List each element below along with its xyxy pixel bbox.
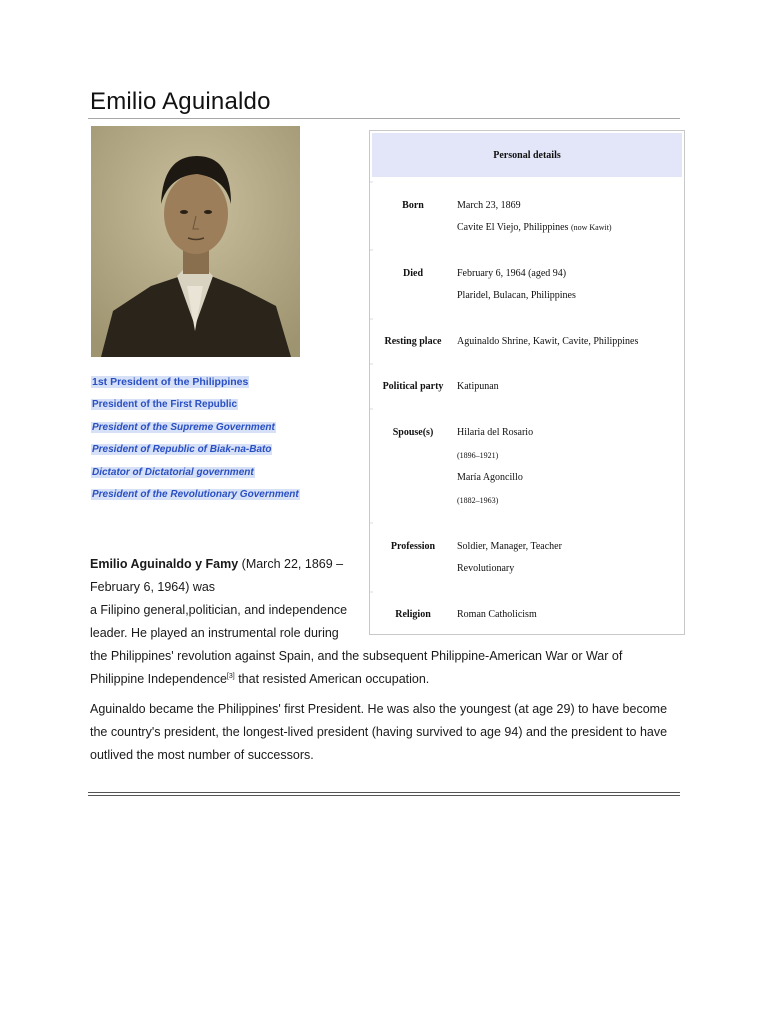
row-divider xyxy=(370,249,373,251)
row-divider xyxy=(370,318,373,320)
intro-line-1 xyxy=(90,553,343,576)
infobox-personal-details xyxy=(369,130,685,635)
intro-line-6 xyxy=(90,668,429,691)
died-date: February 6, 1964 (aged 94) xyxy=(457,268,567,279)
spouses-label: Spouse(s) xyxy=(392,427,434,438)
para2-line-1: Aguinaldo became the Philippines' first President. He was also the youngest (at age 29) to have become xyxy=(90,702,668,716)
link-biak-na-bato[interactable]: President of Republic of Biak-na-Bato xyxy=(92,444,272,456)
footer-divider xyxy=(88,792,680,793)
link-first-republic[interactable]: President of the First Republic xyxy=(92,399,238,410)
intro-line-4: leader. He played an instrumental role during xyxy=(90,626,339,640)
footer-divider xyxy=(88,795,680,796)
link-1st-president[interactable]: 1st President of the Philippines xyxy=(92,376,249,388)
resting-place-value: Aguinaldo Shrine, Kawit, Cavite, Philippines xyxy=(457,336,639,347)
title-divider xyxy=(88,118,680,119)
intro-dates: (March 22, 1869 – xyxy=(241,557,344,571)
infobox-header: Personal details xyxy=(372,133,682,177)
profession-line-2: Revolutionary xyxy=(457,563,515,574)
row-divider xyxy=(370,363,373,365)
resting-place-label: Resting place xyxy=(384,336,442,347)
born-note: (now Kawit) xyxy=(570,223,612,232)
spouse-2: María Agoncillo xyxy=(457,472,523,483)
para2-line-3: outlived the most number of successors. xyxy=(90,748,314,762)
row-divider xyxy=(370,522,373,524)
political-party-label: Political party xyxy=(382,381,444,392)
religion-label: Religion xyxy=(395,609,431,620)
page-title: Emilio Aguinaldo xyxy=(90,88,271,115)
spouse-1-years: (1896–1921) xyxy=(457,451,499,460)
citation-3[interactable]: [3] xyxy=(226,672,235,680)
row-divider xyxy=(370,408,373,410)
link-dictatorial-government[interactable]: Dictator of Dictatorial government xyxy=(92,466,254,478)
spouse-1: Hilaria del Rosario xyxy=(457,427,534,438)
intro-line-6-text: Philippine Independence xyxy=(90,672,227,686)
intro-line-5: the Philippines' revolution against Spain, and the subsequent Philippine-American War or War of xyxy=(90,649,623,663)
born-place: Cavite El Viejo, Philippines xyxy=(457,222,569,233)
born-label: Born xyxy=(402,200,424,211)
office-links xyxy=(91,372,300,507)
died-place: Plaridel, Bulacan, Philippines xyxy=(457,290,576,301)
religion-value: Roman Catholicism xyxy=(457,609,537,620)
row-divider xyxy=(370,591,373,593)
link-revolutionary-government[interactable]: President of the Revolutionary Government xyxy=(92,489,299,501)
link-supreme-government[interactable]: President of the Supreme Government xyxy=(92,421,275,433)
subject-full-name: Emilio Aguinaldo y Famy xyxy=(90,557,239,571)
profession-label: Profession xyxy=(390,541,436,552)
profession-line-1: Soldier, Manager, Teacher xyxy=(457,541,562,552)
political-party-value: Katipunan xyxy=(457,381,499,392)
died-label: Died xyxy=(403,268,423,279)
intro-line-2: February 6, 1964) was xyxy=(90,580,216,594)
intro-line-6-end: that resisted American occupation. xyxy=(234,672,430,686)
para2-line-2: the country's president, the longest-lived president (having survived to age 94) and the president to have xyxy=(90,725,668,739)
row-divider xyxy=(370,181,373,183)
born-date: March 23, 1869 xyxy=(457,200,521,211)
portrait-image xyxy=(91,126,300,357)
born-place-line xyxy=(457,222,612,233)
intro-line-3: a Filipino general,politician, and independence xyxy=(90,603,348,617)
spouse-2-years: (1882–1963) xyxy=(457,496,499,505)
